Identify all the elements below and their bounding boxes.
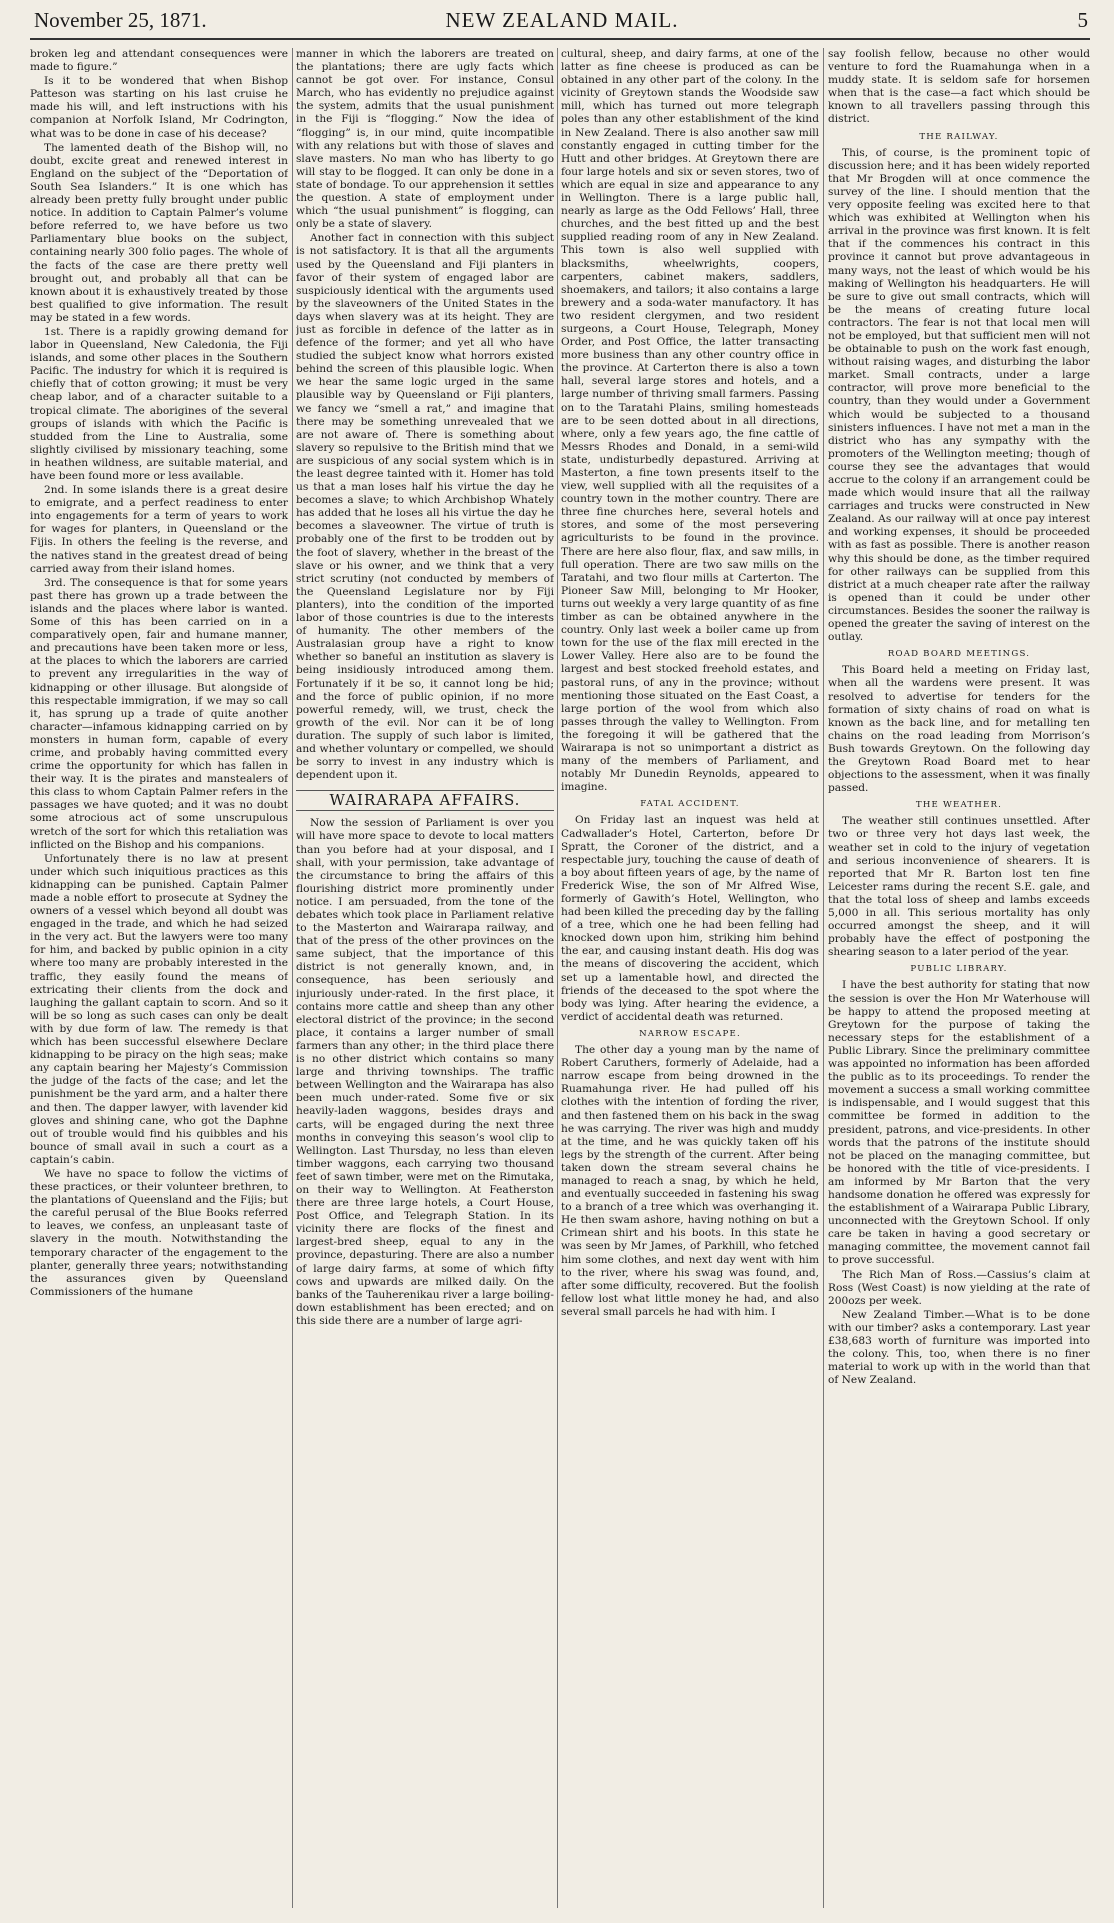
article-paragraph: The lamented death of the Bishop will, no doubt, excite great and renewed interest in England on the subject of the “Deportation of South Sea Islanders.” It is one which has already been pretty fully brought under public notice. In addition to Captain Palmer’s volume before referred to, we have before us two Parliamentary blue books on the subject, containing nearly 300 folio pages. The whole of the facts of the case are there pretty well brought out, and probably all that can be known about it is exhaustively treated by those best qualified to give information. The result may be stated in a few words. — [30, 141, 288, 324]
article-paragraph: 1st. There is a rapidly growing demand for labor in Queensland, New Caledonia, the Fiji islands, and some other places in the Southern Pacific. The industry for which it is required is chiefly that of cotton growing; it must be very cheap labor, and of a character suitable to a tropical climate. The aborigines of the several groups of islands with which the Pacific is studded from the Line to Australia, some slightly civilised by missionary teaching, some in heathen wildness, are suitable material, and have been found more or less available. — [30, 325, 288, 482]
column-4 — [828, 48, 1090, 1908]
article-paragraph: Is it to be wondered that when Bishop Patteson was starting on his last cruise he made his will, and left instructions with his companion at Norfolk Island, Mr Codrington, what was to be done in case of his decease? — [30, 75, 288, 140]
column-3 — [561, 48, 819, 1908]
subheading: THE RAILWAY. — [919, 131, 999, 142]
article-paragraph: We have no space to follow the victims of these practices, or their volunteer brethren, to the plantations of Queensland and the Fijis; but the careful perusal of the Blue Books referred to leaves, we confess, an unpleasant taste of slavery in the mouth. Notwithstanding the temporary character of the engagement to the planter, generally three years; notwithstanding the assurances given by Queensland Commissioners of the humane — [30, 1167, 288, 1298]
column-divider — [557, 48, 558, 1908]
masthead-rule — [30, 38, 1090, 40]
article-paragraph: 3rd. The consequence is that for some years past there has grown up a trade between the islands and the places where labor is wanted. Some of this has been carried on in a comparatively open, fair and humane manner, and precautions have been taken more or less, at the places to which the laborers are carried to prevent any irregularities in the way of kidnapping or other illusage. But alongside of this respectable immigration, if we may so call it, has sprung up a trade of quite another character—infamous kidnapping carried on by monsters in human form, capable of every crime, and probably having committed every crime the opportunity for which has fallen in their way. It is the pirates and manstealers of this class to whom Captain Palmer refers in the passages we have quoted; and it was no doubt some atrocious act of some unscrupulous wretch of the sort for which this retaliation was inflicted on the Bishop and his companions. — [30, 576, 288, 851]
column-divider — [823, 48, 824, 1908]
article-paragraph: manner in which the laborers are treated on the plantations; there are ugly facts which cannot be got over. For instance, Consul March, who has evidently no prejudice against the system, admits that the usual punishment in the Fiji is “flogging.” Now the idea of “flogging” is, in our mind, quite incompatible with any relations but with those of slaves and slave masters. No man who has liberty to go will stay to be flogged. It can only be done in a state of bondage. To our apprehension it settles the question. A state of employment under which “the usual punishment” is flogging, can only be a state of slavery. — [296, 48, 554, 231]
column-2 — [296, 48, 554, 1908]
news-item: The Rich Man of Ross.—Cassius’s claim at Ross (West Coast) is now yielding at the rate of 200ozs per week. — [828, 1268, 1090, 1307]
article-paragraph: cultural, sheep, and dairy farms, at one of the latter as fine cheese is produced as can be obtained in any other part of the colony. In the vicinity of Greytown stands the Woodside saw mill, which has turned out more telegraph poles than any other establishment of the kind in New Zealand. There is also another saw mill constantly engaged in cutting timber for the Hutt and other bridges. At Greytown there are four large hotels and six or seven stores, two of which are equal in size and appearance to any in Wellington. There is a large public hall, nearly as large as the Odd Fellows’ Hall, three churches, and the best fitted up and the best supplied reading room of any in New Zealand. This town is also well supplied with blacksmiths, wheelwrights, coopers, carpenters, cabinet makers, saddlers, shoemakers, and tailors; it also contains a large brewery and a soda-water manufactory. It has two resident clergymen, and two resident surgeons, a Court House, Telegraph, Money Order, and Post Office, the latter transacting more business than any other country office in the province. At Carterton there is also a town hall, several large stores and hotels, and a large number of thriving small farmers. Passing on to the Taratahi Plains, smiling homesteads are to be seen dotted about in all directions, where, only a few years ago, the fine cattle of Messrs Rhodes and Donald, in a semi-wild state, undisturbedly depastured. Arriving at Masterton, a fine town presents itself to the view, well supplied with all the requisites of a country town in the mother country. There are three fine churches here, several hotels and stores, and some of the most persevering agriculturists to be found in the province. There are here also flour, flax, and saw mills, in full operation. There are two saw mills on the Taratahi, and two flour mills at Carterton. The Pioneer Saw Mill, belonging to Mr Hooker, turns out weekly a very large quantity of as fine timber as can be obtained anywhere in the country. Only last week a boiler came up from town for the use of the flax mill erected in the Lower Valley. Here also are to be found the largest and best stocked freehold estates, and pastoral runs, of any in the province; without mentioning those situated on the East Coast, a large portion of the wool from which also passes through the valley to Wellington. From the foregoing it will be gathered that the Wairarapa is not so unimportant a district as many of the members of Parliament, and notably Mr Dunedin Reynolds, appeared to imagine. — [561, 48, 819, 794]
subheading: NARROW ESCAPE. — [639, 1028, 741, 1039]
subheading: PUBLIC LIBRARY. — [910, 964, 1008, 975]
article-paragraph: say foolish fellow, because no other would venture to ford the Ruamahunga when in a muddy state. It is seldom safe for horsemen when that is the case—a fact which should be known to all travellers passing through this district. — [828, 48, 1090, 126]
article-paragraph: This Board held a meeting on Friday last, when all the wardens were present. It was resolved to advertise for tenders for the formation of sixty chains of road on what is known as the back line, and for metalling ten chains on the road leading from Morrison’s Bush towards Greytown. On the following day the Greytown Road Board met to hear objections to the assessment, when it was finally passed. — [828, 664, 1090, 795]
article-paragraph: Another fact in connection with this subject is not satisfactory. It is that all the arguments used by the Queensland and Fiji planters in favor of their system of engaged labor are suspiciously identical with the arguments used by the slaveowners of the United States in the days when slavery was at its height. They are just as forcible in defence of the latter as in defence of the former; and yet all who have studied the subject know what horrors existed behind the screen of this plausible logic. When we hear the same logic urged in the same plausible way by Queensland or Fiji planters, we fancy we “smell a rat,” and imagine that there may be something unrevealed that we are not aware of. There is something about slavery so repulsive to the British mind that we are suspicious of any social system which is in the least degree tainted with it. Homer has told us that a man loses half his virtue the day he becomes a slave; to which Archbishop Whately has added that he loses all his virtue the day he becomes a slaveowner. The virtue of truth is probably one of the first to be trodden out by the foot of slavery, whether in the breast of the slave or his owner, and we think that a very strict scrutiny (not conducted by members of the Queensland Legislature nor by Fiji planters), into the condition of the imported labor of those countries is due to the interests of humanity. The other members of the Australasian group have a right to know whether so baneful an institution as slavery is being insidiously introduced among them. Fortunately if it be so, it cannot long be hid; and the force of public opinion, if no more powerful remedy, will, we trust, check the growth of the evil. Nor can it be of long duration. The supply of such labor is limited, and whether voluntary or compelled, we should be sorry to invest in any industry which is dependent upon it. — [296, 232, 554, 782]
page-number: 5 — [1077, 8, 1088, 32]
column-1 — [30, 48, 288, 1908]
article-paragraph: broken leg and attendant consequences were made to figure.” — [30, 48, 288, 74]
subheading: THE WEATHER. — [915, 800, 1003, 811]
section-heading: WAIRARAPA AFFAIRS. — [296, 790, 554, 811]
news-item: New Zealand Timber.—What is to be done with our timber? asks a contemporary. Last year £38,683 worth of furniture was imported into the colony. This, too, when there is no finer material to work up with in the world than that of New Zealand. — [828, 1308, 1090, 1387]
issue-date: November 25, 1871. — [34, 8, 207, 32]
article-paragraph: I have the best authority for stating that now the session is over the Hon Mr Waterhouse will be happy to attend the proposed meeting at Greytown for the purpose of taking the necessary steps for the establishment of a Public Library. Since the preliminary committee was appointed no information has been afforded the public as to its proceedings. To render the movement a success a small working committee is indispensable, and I would suggest that this committee be formed in addition to the president, patrons, and vice-presidents. In other words that the patrons of the institute should not be placed on the managing committee, but be honored with the title of vice-presidents. I am informed by Mr Barton that the very handsome donation he offered was expressly for the establishment of a Wairarapa Public Library, unconnected with the Greytown School. If only care be taken in having a good secretary or managing committee, the movement cannot fail to prove successful. — [828, 979, 1090, 1267]
article-paragraph: 2nd. In some islands there is a great desire to emigrate, and a perfect readiness to enter into engagements for a term of years to work for wages for planters, in Queensland or the Fijis. In others the feeling is the reverse, and the natives stand in the greatest dread of being carried away from their island homes. — [30, 484, 288, 575]
subheading: FATAL ACCIDENT. — [640, 799, 740, 810]
article-paragraph: On Friday last an inquest was held at Cadwallader’s Hotel, Carterton, before Dr Spratt, the Coroner of the district, and a respectable jury, touching the cause of death of a boy about fifteen years of age, by the name of Frederick Wise, the son of Mr Alfred Wise, formerly of Gawith’s Hotel, Wellington, who had been killed the preceding day by the falling of a tree, which one he had been felling had knocked down upon him, striking him behind the ear, and causing instant death. His dog was the means of discovering the accident, which set up a lamentable howl, and directed the friends of the deceased to the spot where the body was lying. After hearing the evidence, a verdict of accidental death was returned. — [561, 814, 819, 1023]
article-paragraph: This, of course, is the prominent topic of discussion here; and it has been widely reported that Mr Brogden will at once commence the survey of the line. I should mention that the very opposite feeling was excited here to that which was exhibited at Wellington when his arrival in the province was first known. It is felt that if the commences his contract in this province it cannot but prove advantageous in many ways, not the least of which would be his making of Wellington his headquarters. He will be sure to give out small contracts, which will be the means of creating future local contractors. The fear is not that local men will not be employed, but that sufficient men will not be obtainable to push on the work fast enough, without raising wages, and disturbing the labor market. Small contracts, under a large contractor, will prove more beneficial to the country, than they would under a Government which would be subjected to a thousand sinisters influences. I have not met a man in the district who has any sympathy with the promoters of the Wellington meeting; though of course they see the advantages that would accrue to the colony if an arrangement could be made which would insure that all the railway carriages and trucks were constructed in New Zealand. As our railway will at once pay interest and working expenses, it should be proceeded with as fast as possible. There is another reason why this should be done, as the timber required for other railways can be supplied from this district at a much cheaper rate after the railway is opened than it could be under other circumstances. Besides the sooner the railway is opened the greater the saving of interest on the outlay. — [828, 146, 1090, 644]
article-paragraph: Unfortunately there is no law at present under which such iniquitious practices as this kidnapping can be punished. Captain Palmer made a noble effort to prosecute at Sydney the owners of a vessel which beyond all doubt was engaged in the trade, and which he had seized in the very act. But the lawyers were too many for him, and backed by public opinion in a city where too many are probably interested in the traffic, they easily found the means of extricating their clients from the dock and laughing the gallant captain to scorn. And so it will be so long as such cases can only be dealt with by due form of law. The remedy is that which has been successful elsewhere Declare kidnapping to be piracy on the high seas; make any captain bearing her Majesty’s Commission the judge of the facts of the case; and let the punishment be the yard arm, and a halter there and then. The dapper lawyer, with lavender kid gloves and shining cane, who got the Daphne out of trouble would find his quibbles and his bounce of small avail in such a court as a captain’s cabin. — [30, 852, 288, 1166]
newspaper-title: NEW ZEALAND MAIL. — [445, 8, 679, 32]
masthead — [30, 6, 1094, 32]
subheading: ROAD BOARD MEETINGS. — [887, 649, 1031, 660]
article-paragraph: The weather still continues unsettled. After two or three very hot days last week, the weather set in cold to the injury of vegetation and serious inconvenience of shearers. It is reported that Mr R. Barton lost ten fine Leicester rams during the recent S.E. gale, and that the total loss of sheep and lambs exceeds 5,000 in all. This serious mortality has only occurred amongst the sheep, and it will probably have the effect of postponing the shearing season to a later period of the year. — [828, 815, 1090, 959]
article-paragraph: Now the session of Parliament is over you will have more space to devote to local matters than you before had at your disposal, and I shall, with your permission, take advantage of the circumstance to bring the affairs of this flourishing district more prominently under notice. I am persuaded, from the tone of the debates which took place in Parliament relative to the Masterton and Wairarapa railway, and that of the press of the other provinces on the same subject, that the importance of this district is not generally known, and, in consequence, has been seriously and injuriously under-rated. In the first place, it contains more cattle and sheep than any other electoral district of the province; in the second place, it contains a larger number of small farmers than any other; in the third place there is no other district which contains so many large and thriving townships. The traffic between Wellington and the Wairarapa has also been much under-rated. Some five or six heavily-laden waggons, besides drays and carts, will be engaged during the next three months in conveying this season’s wool clip to Wellington. Last Thursday, no less than eleven timber waggons, each carrying two thousand feet of sawn timber, were met on the Rimutaka, on their way to Wellington. At Featherston there are three large hotels, a Court House, Post Office, and Telegraph Station. In its vicinity there are flocks of the finest and largest-bred sheep, equal to any in the province, depasturing. There are also a number of large dairy farms, at some of which fifty cows and upwards are milked daily. On the banks of the Tauherenikau river a large boiling-down establishment has been erected; and on this side there are a number of large agri- — [296, 817, 554, 1327]
column-divider — [292, 48, 293, 1908]
article-paragraph: The other day a young man by the name of Robert Caruthers, formerly of Adelaide, had a narrow escape from being drowned in the Ruamahunga river. He had pulled off his clothes with the intention of fording the river, and then fastened them on his back in the swag he was carrying. The river was high and muddy at the time, and he was quickly taken off his legs by the strength of the current. After being taken down the stream several chains he managed to reach a snag, by which he held, and eventually succeeded in fastening his swag to a branch of a tree which was overhanging it. He then swam ashore, having nothing on but a Crimean shirt and his boots. In this state he was seen by Mr James, of Parkhill, who fetched him some clothes, and next day went with him to the river, where his swag was found, and, after some difficulty, recovered. But the foolish fellow lost what little money he had, and also several small parcels he had with him. I — [561, 1044, 819, 1318]
